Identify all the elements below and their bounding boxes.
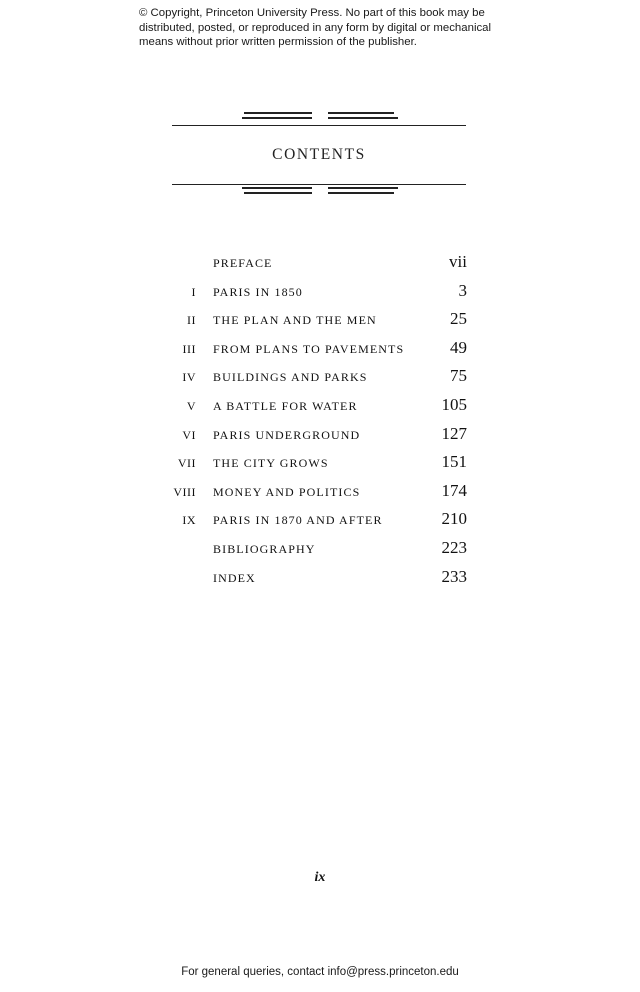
ornament-rule-top (172, 112, 466, 132)
ornament-rule-bottom (172, 182, 466, 202)
page-number: 3 (458, 280, 467, 300)
copyright-line: distributed, posted, or reproduced in any form by digital or mechanical (139, 21, 492, 34)
page-number: 25 (450, 309, 467, 329)
toc-entry[interactable] (0, 477, 640, 503)
toc-entry[interactable] (0, 448, 640, 474)
toc-entry[interactable] (0, 305, 640, 331)
page-number: 174 (441, 480, 467, 500)
chapter-title: THE CITY GROWS (213, 456, 329, 471)
chapter-title: THE PLAN AND THE MEN (213, 313, 377, 328)
page-number: 223 (441, 538, 467, 557)
chapter-number: VIII (173, 484, 196, 499)
toc-entry[interactable] (0, 563, 640, 589)
page-number: 105 (441, 395, 467, 414)
chapter-title: PARIS IN 1870 AND AFTER (213, 513, 383, 528)
chapter-number: V (186, 399, 196, 413)
toc-entry[interactable] (0, 420, 640, 446)
toc-entry[interactable] (0, 334, 640, 360)
footer-contact: For general queries, contact info@press.princeton.edu (181, 966, 459, 978)
chapter-title: INDEX (213, 570, 256, 585)
toc-entry[interactable] (0, 277, 640, 303)
contents-heading: CONTENTS (272, 146, 366, 163)
toc-entry[interactable] (0, 505, 640, 531)
chapter-title: PREFACE (213, 256, 273, 270)
chapter-title: BUILDINGS AND PARKS (213, 370, 368, 385)
page-number: 210 (441, 509, 467, 529)
chapter-title: A BATTLE FOR WATER (213, 399, 358, 413)
chapter-number: IV (182, 370, 196, 385)
chapter-title: FROM PLANS TO PAVEMENTS (213, 341, 405, 356)
toc-entry[interactable] (0, 534, 640, 560)
copyright-line: means without prior written permission of the publisher. (139, 36, 417, 49)
chapter-title: PARIS IN 1850 (213, 284, 303, 299)
chapter-number: II (187, 313, 196, 328)
copyright-notice (139, 6, 519, 50)
chapter-number: VII (177, 456, 196, 471)
chapter-title: BIBLIOGRAPHY (213, 542, 316, 556)
page-number: 233 (441, 566, 467, 586)
toc-entry[interactable] (0, 248, 640, 274)
page-number: 49 (450, 337, 467, 357)
chapter-title: MONEY AND POLITICS (213, 484, 361, 499)
toc-entry[interactable] (0, 362, 640, 388)
chapter-number: VI (182, 427, 196, 442)
chapter-number: I (191, 284, 196, 299)
chapter-number: III (182, 341, 196, 356)
chapter-title: PARIS UNDERGROUND (213, 427, 361, 442)
copyright-line: © Copyright, Princeton University Press. No part of this book may be (139, 7, 485, 19)
page-number: vii (449, 252, 467, 271)
page-number: 127 (441, 423, 467, 443)
page-number: 151 (441, 452, 467, 472)
toc-entry[interactable] (0, 391, 640, 417)
chapter-number: IX (182, 513, 196, 528)
page-folio: ix (314, 870, 326, 885)
page-number: 75 (450, 366, 467, 386)
